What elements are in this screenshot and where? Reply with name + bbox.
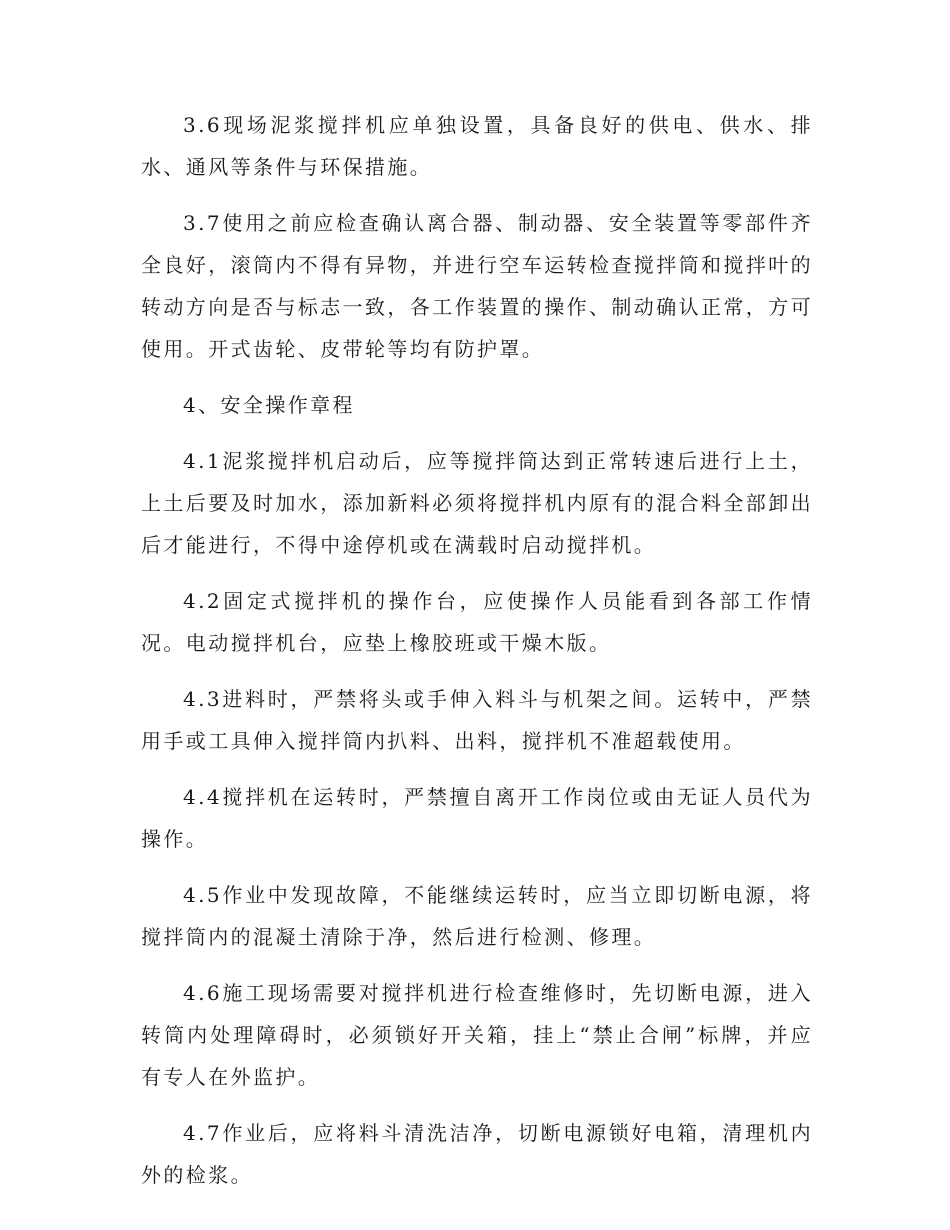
paragraph-4-4: 4.4搅拌机在运转时，严禁擅自离开工作岗位或由无证人员代为操作。 xyxy=(141,785,813,851)
document-body xyxy=(141,104,813,1210)
paragraph-4-1: 4.1泥浆搅拌机启动后，应等搅拌筒达到正常转速后进行上土，上土后要及时加水，添加新料必须将搅拌机内原有的混合料全部卸出后才能进行，不得中途停机或在满载时启动搅拌机。 xyxy=(141,449,813,557)
paragraph-4-2: 4.2固定式搅拌机的操作台，应使操作人员能看到各部工作情况。电动搅拌机台，应垫上橡胶班或干燥木版。 xyxy=(141,589,813,655)
paragraph-3-7: 3.7使用之前应检查确认离合器、制动器、安全装置等零部件齐全良好，滚筒内不得有异物，并进行空车运转检查搅拌筒和搅拌叶的转动方向是否与标志一致，各工作装置的操作、制动确认正常，方可使用。开式齿轮、皮带轮等均有防护罩。 xyxy=(141,211,813,361)
paragraph-4-6: 4.6施工现场需要对搅拌机进行检查维修时，先切断电源，进入转筒内处理障碍时，必须锁好开关箱，挂上“禁止合闸”标牌，并应有专人在外监护。 xyxy=(141,981,813,1089)
paragraph-4-3: 4.3进料时，严禁将头或手伸入料斗与机架之间。运转中，严禁用手或工具伸入搅拌筒内扒料、出料，搅拌机不准超载使用。 xyxy=(141,687,813,753)
paragraph-4-5: 4.5作业中发现故障，不能继续运转时，应当立即切断电源，将搅拌筒内的混凝土清除于净，然后进行检测、修理。 xyxy=(141,883,813,949)
paragraph-4-7: 4.7作业后，应将料斗清洗洁净，切断电源锁好电箱，清理机内外的检浆。 xyxy=(141,1121,813,1187)
paragraph-3-6: 3.6现场泥浆搅拌机应单独设置，具备良好的供电、供水、排水、通风等条件与环保措施。 xyxy=(141,113,813,179)
section-heading-4: 4、安全操作章程 xyxy=(183,393,355,417)
